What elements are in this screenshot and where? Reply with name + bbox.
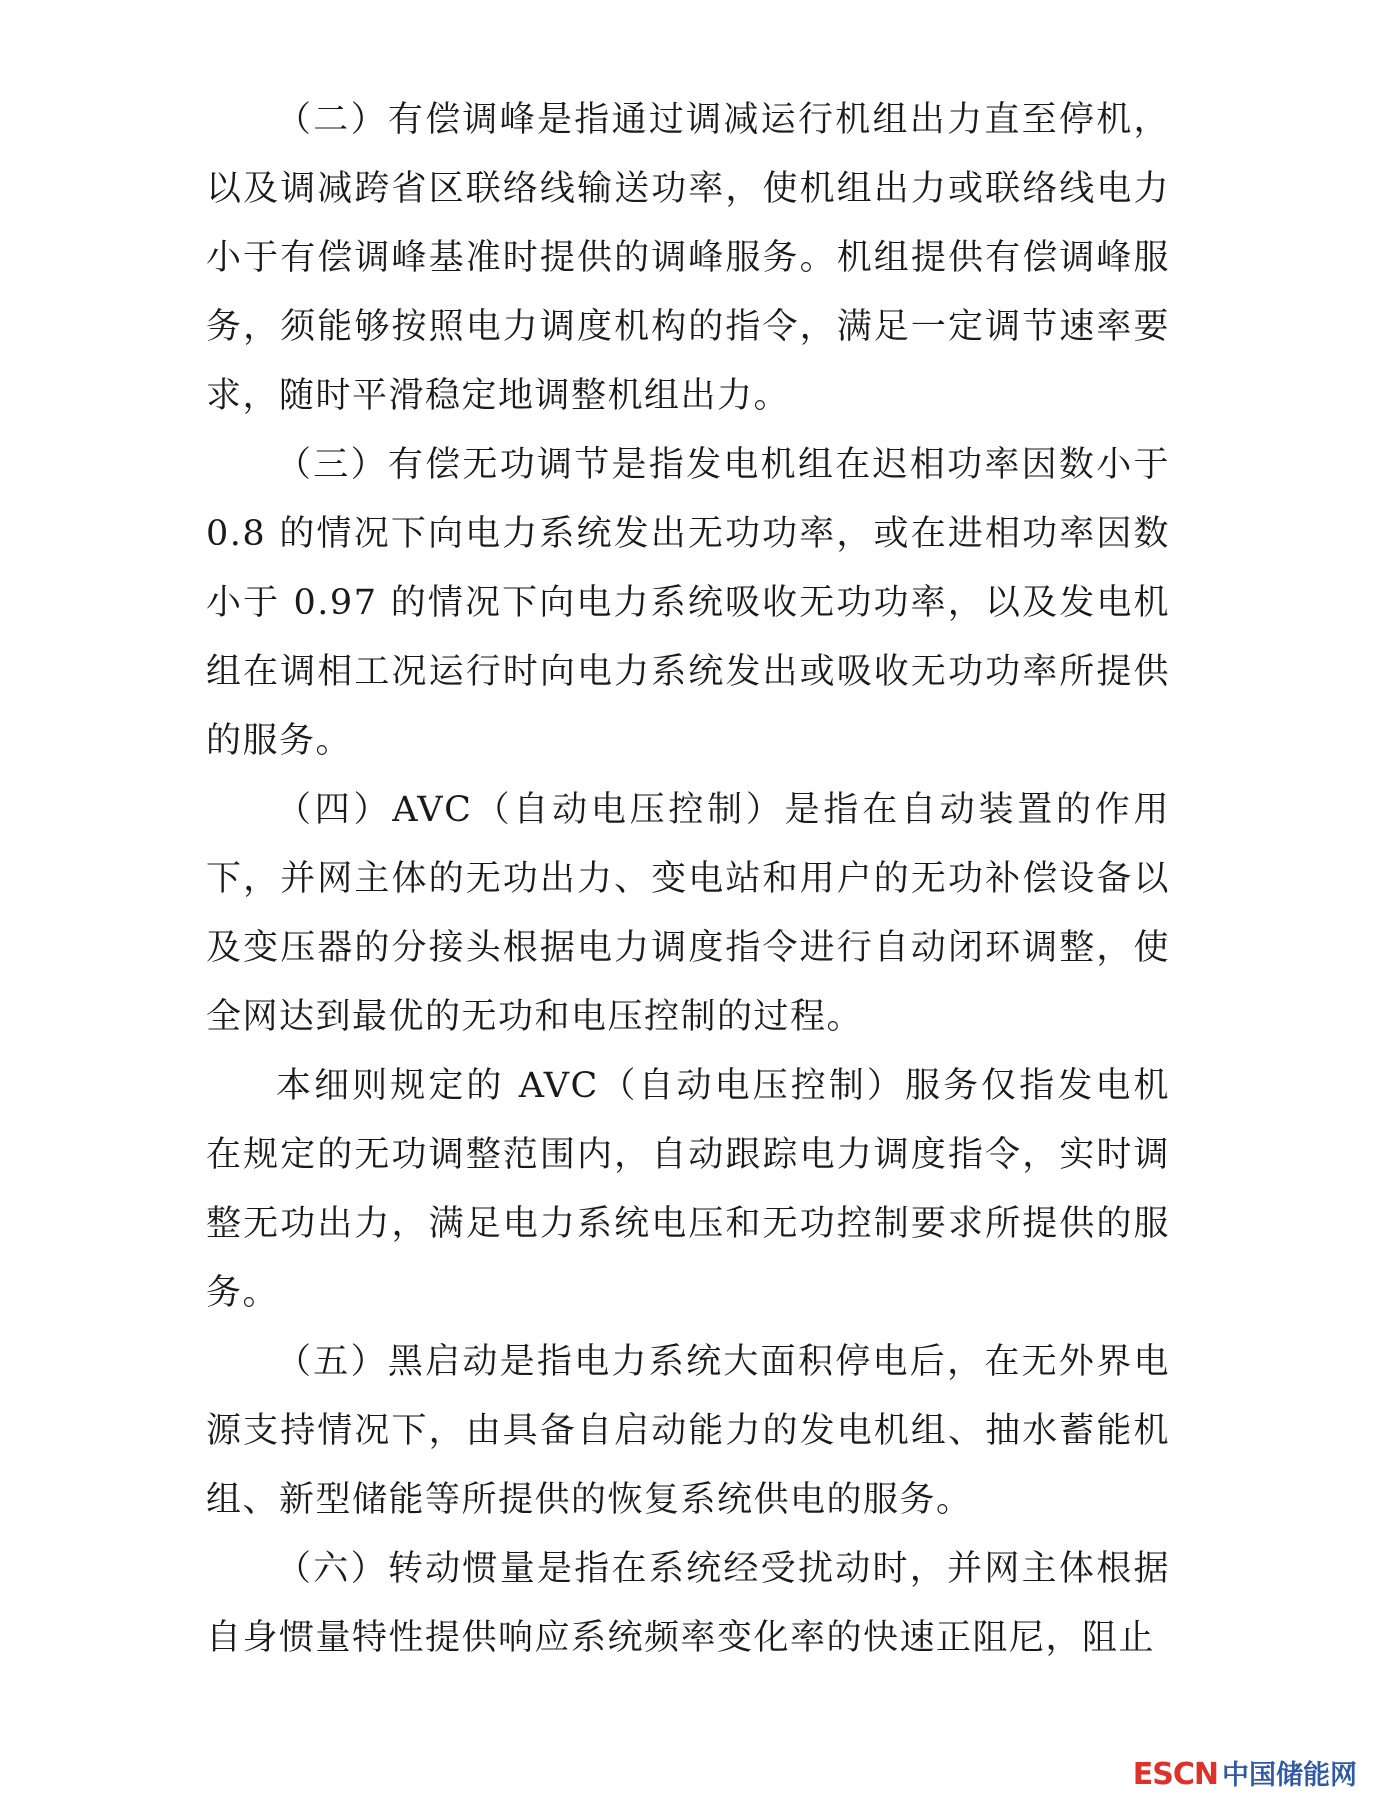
document-page [206, 86, 1170, 1673]
paragraph-paid-reactive-regulation: （三）有偿无功调节是指发电机组在迟相功率因数小于 0.8 的情况下向电力系统发出无功功率，或在进相功率因数小于 0.97 的情况下向电力系统吸收无功功率，以及发电机组在调相工况运行时向电力系统发出或吸收无功功率所提供的服务。 [206, 445, 1170, 761]
watermark-chinese-text: 中国储能网 [1222, 1760, 1357, 1791]
watermark-latin-text: ESCN [1132, 1757, 1218, 1792]
paragraph-paid-peak-regulation: （二）有偿调峰是指通过调减运行机组出力直至停机，以及调减跨省区联络线输送功率，使机组出力或联络线电力小于有偿调峰基准时提供的调峰服务。机组提供有偿调峰服务，须能够按照电力调度机构的指令，满足一定调节速率要求，随时平滑稳定地调整机组出力。 [206, 100, 1170, 416]
escn-watermark-logo [1133, 1753, 1357, 1792]
paragraph-rotational-inertia: （六）转动惯量是指在系统经受扰动时，并网主体根据自身惯量特性提供响应系统频率变化率的快速正阻尼，阻止 [206, 1549, 1170, 1658]
paragraph-avc-scope: 本细则规定的 AVC（自动电压控制）服务仅指发电机在规定的无功调整范围内，自动跟踪电力调度指令，实时调整无功出力，满足电力系统电压和无功控制要求所提供的服务。 [206, 1066, 1170, 1313]
paragraph-avc-definition: （四）AVC（自动电压控制）是指在自动装置的作用下，并网主体的无功出力、变电站和用户的无功补偿设备以及变压器的分接头根据电力调度指令进行自动闭环调整，使全网达到最优的无功和电压控制的过程。 [206, 790, 1170, 1037]
paragraph-black-start: （五）黑启动是指电力系统大面积停电后，在无外界电源支持情况下，由具备自启动能力的发电机组、抽水蓄能机组、新型储能等所提供的恢复系统供电的服务。 [206, 1342, 1170, 1520]
